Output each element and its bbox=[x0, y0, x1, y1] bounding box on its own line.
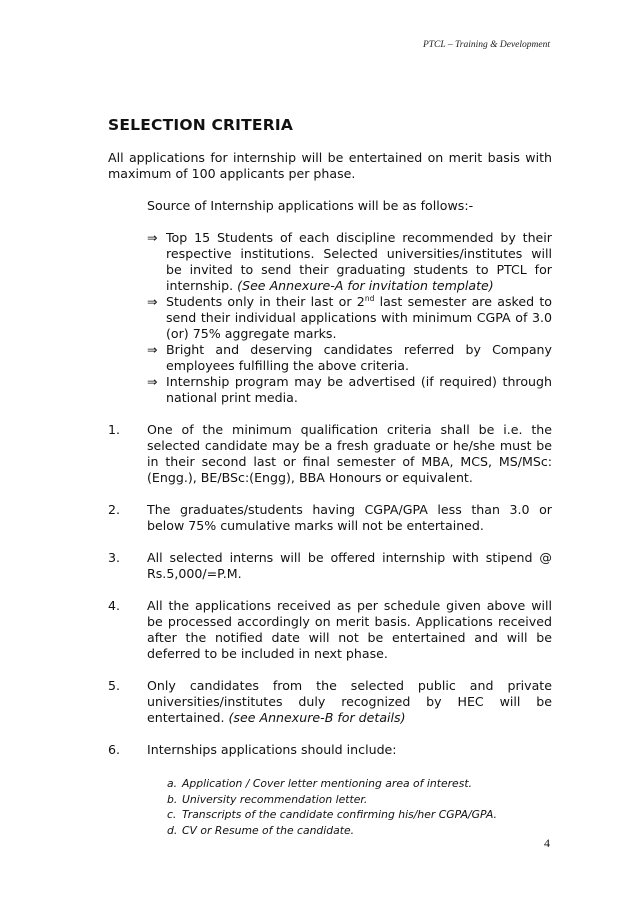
sub-text: University recommendation letter. bbox=[182, 792, 368, 806]
bullet-text: last semester are asked to send their individual applications with minimum CGPA of 3.0 (or) 75% aggregate marks. bbox=[166, 294, 552, 341]
sub-letter: b. bbox=[167, 792, 178, 806]
sub-letter: d. bbox=[167, 823, 178, 837]
item-number: 4. bbox=[108, 598, 121, 613]
sub-text: Transcripts of the candidate confirming his/her CGPA/GPA. bbox=[182, 808, 497, 822]
sub-item bbox=[167, 823, 552, 839]
bullet-text: Bright and deserving candidates referred by Company employees fulfilling the above criteria. bbox=[166, 342, 552, 373]
bullet-text: Top 15 Students of each discipline recommended by their respective institutions. Selected universities/institutes will be invited to send their graduating students to PTCL for internship. bbox=[166, 230, 552, 293]
bullet-item bbox=[147, 374, 552, 406]
criteria-item bbox=[108, 678, 552, 726]
item-text: The graduates/students having CGPA/GPA less than 3.0 or below 75% cumulative marks will not be entertained. bbox=[147, 502, 552, 533]
item-number: 1. bbox=[108, 422, 121, 437]
item-text: Only candidates from the selected public and private universities/institutes duly recognized by HEC will be entertained. bbox=[147, 678, 552, 725]
criteria-item bbox=[108, 742, 552, 838]
bullet-item bbox=[147, 230, 552, 294]
arrow-icon: ⇒ bbox=[147, 342, 158, 357]
sub-text: CV or Resume of the candidate. bbox=[182, 823, 355, 837]
sub-text: Application / Cover letter mentioning area of interest. bbox=[182, 777, 472, 790]
sub-item bbox=[167, 807, 552, 823]
sub-letter: c. bbox=[167, 808, 177, 822]
sub-item bbox=[167, 776, 552, 792]
source-bullet-list bbox=[147, 230, 552, 406]
bullet-item bbox=[147, 294, 552, 342]
source-line: Source of Internship applications will be as follows:- bbox=[147, 198, 474, 213]
bullet-superscript: nd bbox=[364, 294, 375, 303]
item-text: Internships applications should include: bbox=[147, 742, 397, 757]
section-heading: SELECTION CRITERIA bbox=[108, 116, 294, 134]
item-text: All the applications received as per schedule given above will be processed accordingly on merit basis. Applications received after the notified date will not be entertained and will be deferred to be included in next phase. bbox=[147, 598, 552, 661]
item-number: 5. bbox=[108, 678, 121, 693]
sub-letter: a. bbox=[167, 777, 178, 790]
bullet-item bbox=[147, 342, 552, 374]
criteria-item bbox=[108, 502, 552, 534]
arrow-icon: ⇒ bbox=[147, 374, 158, 389]
requirements-sublist bbox=[167, 776, 552, 838]
arrow-icon: ⇒ bbox=[147, 294, 158, 309]
item-number: 2. bbox=[108, 502, 121, 517]
item-text: All selected interns will be offered internship with stipend @ Rs.5,000/=P.M. bbox=[147, 550, 552, 581]
criteria-item bbox=[108, 598, 552, 662]
sub-item bbox=[167, 792, 552, 808]
bullet-text: Students only in their last or 2 bbox=[166, 294, 365, 309]
bullet-text: Internship program may be advertised (if required) through national print media. bbox=[166, 374, 552, 405]
page-number: 4 bbox=[544, 836, 550, 850]
bullet-note: (See Annexure-A for invitation template) bbox=[237, 278, 494, 293]
criteria-list bbox=[108, 422, 552, 854]
item-number: 6. bbox=[108, 742, 121, 757]
item-note: (see Annexure-B for details) bbox=[228, 710, 406, 725]
intro-paragraph: All applications for internship will be entertained on merit basis with maximum of 100 applicants per phase. bbox=[108, 150, 552, 181]
page-header: PTCL – Training & Development bbox=[422, 40, 550, 50]
criteria-item bbox=[108, 422, 552, 486]
item-text: One of the minimum qualification criteria shall be i.e. the selected candidate may be a fresh graduate or he/she must be in their second last or final semester of MBA, MCS, MS/MSc:(Engg.), BE/BSc:(Engg), BBA Honours or equivalent. bbox=[147, 422, 552, 485]
arrow-icon: ⇒ bbox=[147, 230, 158, 245]
item-number: 3. bbox=[108, 550, 121, 565]
criteria-item bbox=[108, 550, 552, 582]
